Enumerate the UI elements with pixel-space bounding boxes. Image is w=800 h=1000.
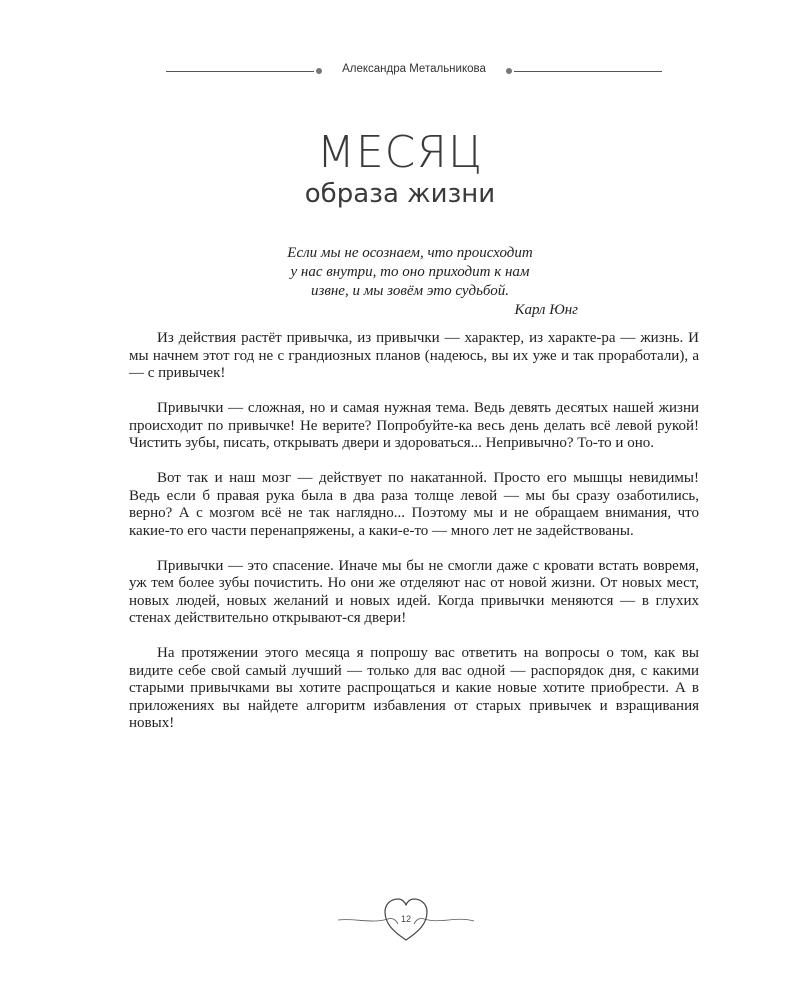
paragraph: Из действия растёт привычка, из привычки — характер, из характе-ра — жизнь. И мы начнем этот год не с грандиозных планов (надеюсь, вы их уже и так проработали), а — с привычек! <box>129 330 699 381</box>
epigraph <box>240 244 580 320</box>
page-number: 12 <box>400 914 411 924</box>
header-author: Александра Метальникова <box>342 63 486 75</box>
epigraph-line: извне, и мы зовём это судьбой. <box>310 283 510 299</box>
epigraph-line: у нас внутри, то оно приходит к нам <box>290 264 530 280</box>
paragraph: Привычки — сложная, но и самая нужная тема. Ведь девять десятых нашей жизни происходит по привычке! Не верите? Попробуйте-ка весь день делать всё левой рукой! Чистить зубы, писать, открывать двери и здороваться... Непривычно? То-то и оно. <box>129 400 699 451</box>
header-dot-right <box>506 68 512 74</box>
paragraph: Привычки — это спасение. Иначе мы бы не смогли даже с кровати встать вовремя, уж тем более зубы почистить. Но они же отделяют нас от новой жизни. От новых мест, новых людей, новых желаний и новых идей. Когда привычки меняются — в глухих стенах действительно открывают-ся двери! <box>129 557 699 626</box>
page-footer <box>336 890 476 950</box>
body-text <box>129 330 699 750</box>
header-rule-right <box>514 71 662 72</box>
epigraph-line: Если мы не осознаем, что происходит <box>287 245 533 261</box>
running-header <box>166 62 662 82</box>
paragraph: Вот так и наш мозг — действует по накатанной. Просто его мышцы невидимы! Ведь если б правая рука была в два раза толще левой — мы бы сразу озаботились, верно? А с мозгом всё не так наглядно... Поэтому мы и не обращаем внимания, что какие-то его части перенапряжены, а каки-е-то — много лет не задействованы. <box>129 470 699 539</box>
chapter-subtitle: образа жизни <box>304 179 496 209</box>
chapter-title: МЕСЯЦ <box>316 127 484 178</box>
paragraph: На протяжении этого месяца я попрошу вас ответить на вопросы о том, как вы видите себе свой самый лучший — только для вас одной — распорядок дня, с какими старыми привычками вы хотите распрощаться и какие новые хотите приобрести. А в приложениях вы найдете алгоритм избавления от старых привычек и взращивания новых! <box>129 645 699 731</box>
epigraph-author: Карл Юнг <box>514 302 578 318</box>
